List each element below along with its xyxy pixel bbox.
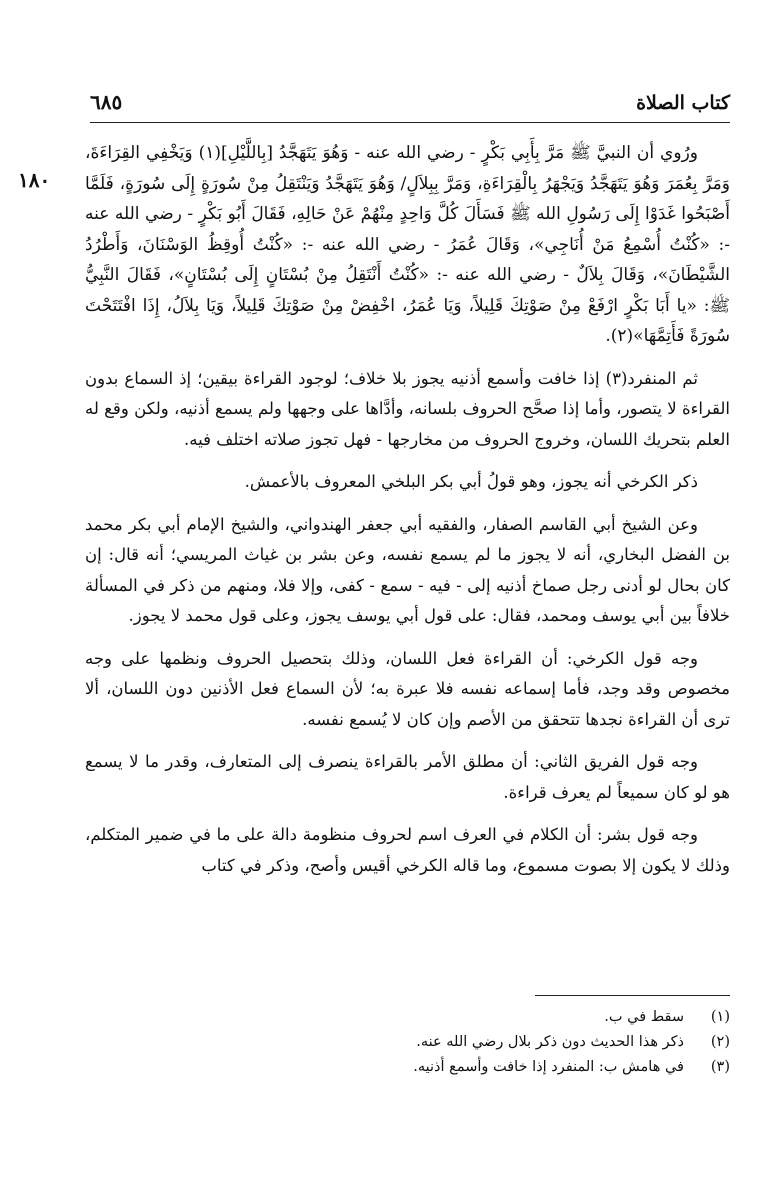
paragraph-hadith: ورُوي أن النبيَّ ﷺ مَرَّ بِأَبِي بَكْرٍ - رضي الله عنه - وَهُوَ يَتَهَجَّدُ [بِاللَّيْلِ](١) وَيَخْفِي القِرَاءَةَ، وَمَرَّ بِعُمَرَ وَهُوَ يَتَهَجَّدُ وَيَجْهَرُ بِالْقِرَاءَةِ، وَمَرَّ بِبِلاَلٍ/ وَهُوَ يَتَهَجَّدُ وَيَنْتَقِلُ مِنْ سُورَةٍ إِلَى سُورَةٍ، فَلَمَّا أَصْبَحُوا غَدَوْا إِلَى رَسُولِ الله ﷺ فَسَأَلَ كُلَّ وَاحِدٍ مِنْهُمْ عَنْ حَالِهِ، فَقَالَ أَبُو بَكْرٍ - رضي الله عنه -: «كُنْتُ أُسْمِعُ مَنْ أُنَاجِي»، وَقَالَ عُمَرُ - رضي الله عنه -: «كُنْتُ أُوقِظُ الوَسْنَانَ، وَأَطْرُدُ الشَّيْطَانَ»، وَقَالَ بِلاَلٌ - رضي الله عنه -: «كُنْتُ أَنْتَقِلُ مِنْ بُسْتَانٍ إِلَى بُسْتَانٍ»، فَقَالَ النَّبِيُّ ﷺ: «يا أَبَا بَكْرٍ ارْفَعْ مِنْ صَوْتِكَ قَلِيلاً، وَيَا عُمَرُ، اخْفِضْ مِنْ صَوْتِكَ قَلِيلاً، وَيَا بِلاَلُ، إِذَا افْتَتَحْتَ سُورَةً فَأَتِمَّهَا»(٢). (85, 143, 730, 346)
footnote (85, 1030, 730, 1055)
footnote-text: في هامش ب: المنفرد إذا خافت وأسمع أذنيه. (413, 1059, 684, 1075)
chapter-title: كتاب الصلاة (636, 92, 730, 114)
paragraph: وجه قول الفريق الثاني: أن مطلق الأمر بالقراءة ينصرف إلى المتعارف، وقدر ما لا يسمع هو لو كان سميعاً لم يعرف قراءة. (85, 752, 730, 802)
page-header (90, 86, 730, 126)
footnotes (85, 1005, 730, 1080)
footnote-separator (535, 995, 730, 996)
footnote-number: (٢) (710, 1034, 730, 1050)
paragraph: ذكر الكرخي أنه يجوز، وهو قولُ أبي بكر البلخي المعروف بالأعمش. (244, 472, 698, 491)
paragraph: وجه قول الكرخي: أن القراءة فعل اللسان، وذلك بتحصيل الحروف ونظمها على وجه مخصوص وقد وجد، فأما إسماعه نفسه فلا عبرة به؛ لأن السماع فعل الأذنين دون اللسان، ألا ترى أن القراءة نجدها تتحقق من الأصم وإن كان لا يُسمع نفسه. (85, 648, 730, 729)
footnote-number: (٣) (710, 1059, 730, 1075)
footnote-text: سقط في ب. (604, 1009, 684, 1025)
margin-folio-number: ١٨٠ (18, 168, 51, 192)
paragraph: ثم المنفرد(٣) إذا خافت وأسمع أذنيه يجوز بلا خلاف؛ لوجود القراءة بيقين؛ إذ السماع بدون القراءة لا يتصور، وأما إذا صحَّح الحروف بلسانه، وأدَّاها على وجهها ولم يسمع أذنيه، ولكن وقع له العلم بتحريك اللسان، وخروج الحروف من مخارجها - فهل تجوز صلاته اختلف فيه. (85, 368, 730, 449)
page-number: ٦٨٥ (90, 90, 123, 114)
paragraph: وجه قول بشر: أن الكلام في العرف اسم لحروف منظومة دالة على ما في ضمير المتكلم، وذلك لا يكون إلا بصوت مسموع، وما قاله الكرخي أقيس وأصح، وذكر في كتاب (85, 825, 730, 875)
footnote (85, 1005, 730, 1030)
paragraph: وعن الشيخ أبي القاسم الصفار، والفقيه أبي جعفر الهندواني، والشيخ الإمام أبي بكر محمد بن الفضل البخاري، أنه لا يجوز ما لم يسمع نفسه، وعن بشر بن غياث المريسي؛ أنه قال: إن كان بحال لو أدنى رجل صماخ أذنيه إلى - فيه - سمع - كفى، وإلا فلا، ومنهم من ذكر في المسألة خلافاً بين أبي يوسف ومحمد، فقال: على قول أبي يوسف يجوز، وعلى قول محمد لا يجوز. (85, 514, 730, 625)
footnote-text: ذكر هذا الحديث دون ذكر بلال رضي الله عنه. (416, 1034, 684, 1050)
footnote-number: (١) (710, 1009, 730, 1025)
header-rule (90, 122, 730, 123)
footnote (85, 1055, 730, 1080)
main-text (85, 138, 730, 881)
